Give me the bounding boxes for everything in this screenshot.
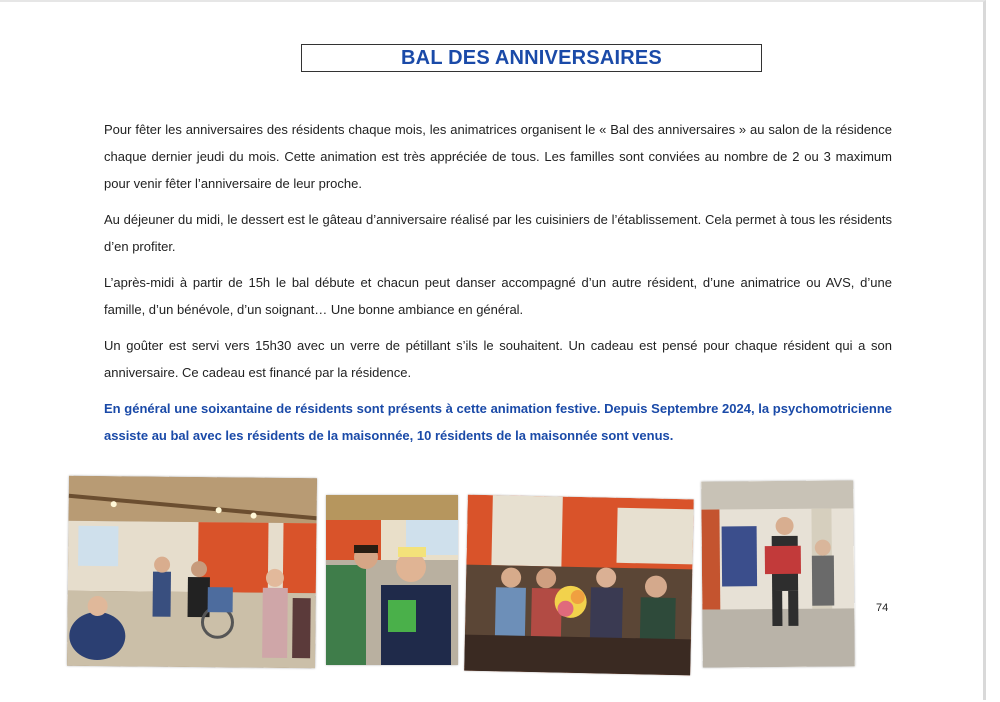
highlight-paragraph: En général une soixantaine de résidents sont présents à cette animation festive. Depuis Septembre 2024, la psychomotricienne assiste au bal avec les résidents de la maisonnée, 10 résidents de la maisonnée sont venus. — [104, 401, 892, 443]
photo-dance-hall — [67, 476, 317, 669]
title-box — [301, 44, 762, 72]
page-number: 74 — [876, 602, 889, 614]
page-title: BAL DES ANNIVERSAIRES — [401, 46, 662, 69]
paragraph-4: Un goûter est servi vers 15h30 avec un verre de pétillant s’ils le souhaitent. Un cadeau est pensé pour chaque résident qui a son anniversaire. Ce cadeau est financé par la résidence. — [104, 338, 892, 380]
body-text — [104, 116, 892, 458]
photo-resident-card — [326, 495, 458, 665]
paragraph-3: L’après-midi à partir de 15h le bal débute et chacun peut danser accompagné d’un autre résident, d’une animatrice ou AVS, d’une famille, d’un bénévole, d’un soignant… Une bonne ambiance en général. — [104, 275, 892, 317]
photo-group-flowers — [464, 495, 694, 676]
paragraph-2: Au déjeuner du midi, le dessert est le gâteau d’anniversaire réalisé par les cuisiniers de l’établissement. Cela permet à tous les résidents d’en profiter. — [104, 212, 892, 254]
photo-accordion-player — [701, 480, 855, 667]
paragraph-1: Pour fêter les anniversaires des résidents chaque mois, les animatrices organisent le « Bal des anniversaires » au salon de la résidence chaque dernier jeudi du mois. Cette animation est très appréciée de tous. Les familles sont conviées au nombre de 2 ou 3 maximum pour venir fêter l’anniversaire de leur proche. — [104, 122, 892, 191]
